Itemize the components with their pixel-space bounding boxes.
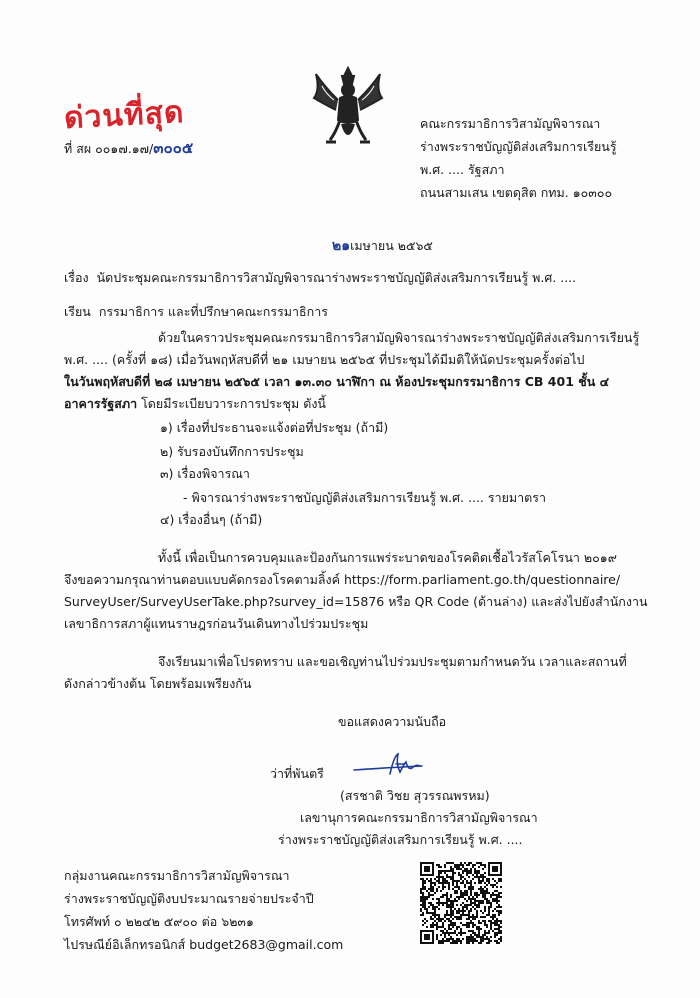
sender-address <box>420 112 617 204</box>
footer-email: ไปรษณีย์อิเล็กทรอนิกส์ budget2683@gmail.com <box>64 937 344 952</box>
signer-title: ร่างพระราชบัญญัติส่งเสริมการเรียนรู้ พ.ศ. .... <box>278 832 523 847</box>
agenda-intro: โดยมีระเบียบวาระการประชุม ดังนี้ <box>137 396 326 411</box>
recipient-text: กรรมาธิการ และที่ปรึกษาคณะกรรมาธิการ <box>98 304 328 319</box>
date-month-year: เมษายน ๒๕๖๕ <box>350 238 433 253</box>
meeting-building-emphasis: อาคารรัฐสภา <box>64 396 138 411</box>
footer-line: กลุ่มงานคณะกรรมาธิการวิสามัญพิจารณา <box>64 868 290 883</box>
meeting-datetime-emphasis: ในวันพฤหัสบดีที่ ๒๘ เมษายน ๒๕๖๕ เวลา ๑๓.๓๐ นาฬิกา ณ ห้องประชุมกรรมาธิการ CB 401 ชั้น ๔ <box>64 374 610 389</box>
agenda-item: ๓) เรื่องพิจารณา <box>160 466 250 481</box>
address-line: ถนนสามเสน เขตดุสิต กทม. ๑๐๓๐๐ <box>420 185 613 200</box>
handwritten-signature <box>352 752 434 780</box>
garuda-emblem-icon <box>310 64 386 148</box>
body-paragraph-2-line: SurveyUser/SurveyUserTake.php?survey_id=15876 หรือ QR Code (ด้านล่าง) และส่งไปยังสำนักงาน <box>64 594 648 609</box>
reference-number <box>64 140 193 157</box>
subject-line <box>64 270 576 286</box>
reference-prefix: ที่ สผ ๐๐๑๗.๑๗/ <box>64 141 154 156</box>
address-line: พ.ศ. .... รัฐสภา <box>420 162 505 177</box>
agenda-item: ๔) เรื่องอื่นๆ (ถ้ามี) <box>160 512 263 527</box>
letter-date <box>332 238 433 254</box>
recipient-label: เรียน <box>64 304 91 319</box>
address-line: ร่างพระราชบัญญัติส่งเสริมการเรียนรู้ <box>420 139 617 154</box>
signer-title: เลขานุการคณะกรรมาธิการวิสามัญพิจารณา <box>300 810 538 825</box>
reference-handwritten-number: ๓๐๐๕ <box>153 139 194 157</box>
urgent-stamp: ด่วนที่สุด <box>63 94 186 137</box>
closing-regards: ขอแสดงความนับถือ <box>338 714 447 729</box>
body-paragraph-1-line <box>64 396 326 412</box>
footer-line: ร่างพระราชบัญญัติงบประมาณรายจ่ายประจำปี <box>64 891 314 906</box>
address-line: คณะกรรมาธิการวิสามัญพิจารณา <box>420 116 601 131</box>
signer-rank: ว่าที่พันตรี <box>270 766 324 781</box>
body-paragraph-3-line: จึงเรียนมาเพื่อโปรดทราบ และขอเชิญท่านไปร่วมประชุมตามกำหนดวัน เวลาและสถานที่ <box>158 654 627 669</box>
agenda-item: ๑) เรื่องที่ประธานจะแจ้งต่อที่ประชุม (ถ้ามี) <box>160 420 389 435</box>
subject-text: นัดประชุมคณะกรรมาธิการวิสามัญพิจารณาร่างพระราชบัญญัติส่งเสริมการเรียนรู้ พ.ศ. .... <box>96 270 577 285</box>
agenda-subitem: - พิจารณาร่างพระราชบัญญัติส่งเสริมการเรียนรู้ พ.ศ. .... รายมาตรา <box>183 490 547 505</box>
recipient-line <box>64 304 328 320</box>
date-day-handwritten: ๒๑ <box>332 238 351 254</box>
agenda-item: ๒) รับรองบันทึกการประชุม <box>160 444 304 459</box>
body-paragraph-1-line: ด้วยในคราวประชุมคณะกรรมาธิการวิสามัญพิจารณาร่างพระราชบัญญัติส่งเสริมการเรียนรู้ <box>158 330 640 345</box>
footer-contact <box>64 864 343 956</box>
signer-name: (สรชาติ วิชย สุวรรณพรหม) <box>340 788 490 803</box>
body-paragraph-3-line: ดังกล่าวข้างต้น โดยพร้อมเพรียงกัน <box>64 676 252 691</box>
qr-code-icon[interactable] <box>420 862 502 944</box>
body-paragraph-2-line: เลขาธิการสภาผู้แทนราษฎรก่อนวันเดินทางไปร่วมประชุม <box>64 616 369 631</box>
body-paragraph-1-line: พ.ศ. .... (ครั้งที่ ๑๘) เมื่อวันพฤหัสบดีที่ ๒๑ เมษายน ๒๕๖๕ ที่ประชุมได้มีมติให้นัดประชุมครั้งต่อไป <box>64 352 585 367</box>
body-paragraph-2-line: ทั้งนี้ เพื่อเป็นการควบคุมและป้องกันการแพร่ระบาดของโรคติดเชื้อไวรัสโคโรนา ๒๐๑๙ <box>158 550 617 565</box>
footer-line: โทรศัพท์ ๐ ๒๒๔๒ ๕๙๐๐ ต่อ ๖๒๓๑ <box>64 914 254 929</box>
body-paragraph-2-line: จึงขอความกรุณาท่านตอบแบบคัดกรองโรคตามลิ้งค์ https://form.parliament.go.th/questionnaire/ <box>64 572 621 587</box>
subject-label: เรื่อง <box>64 270 89 285</box>
